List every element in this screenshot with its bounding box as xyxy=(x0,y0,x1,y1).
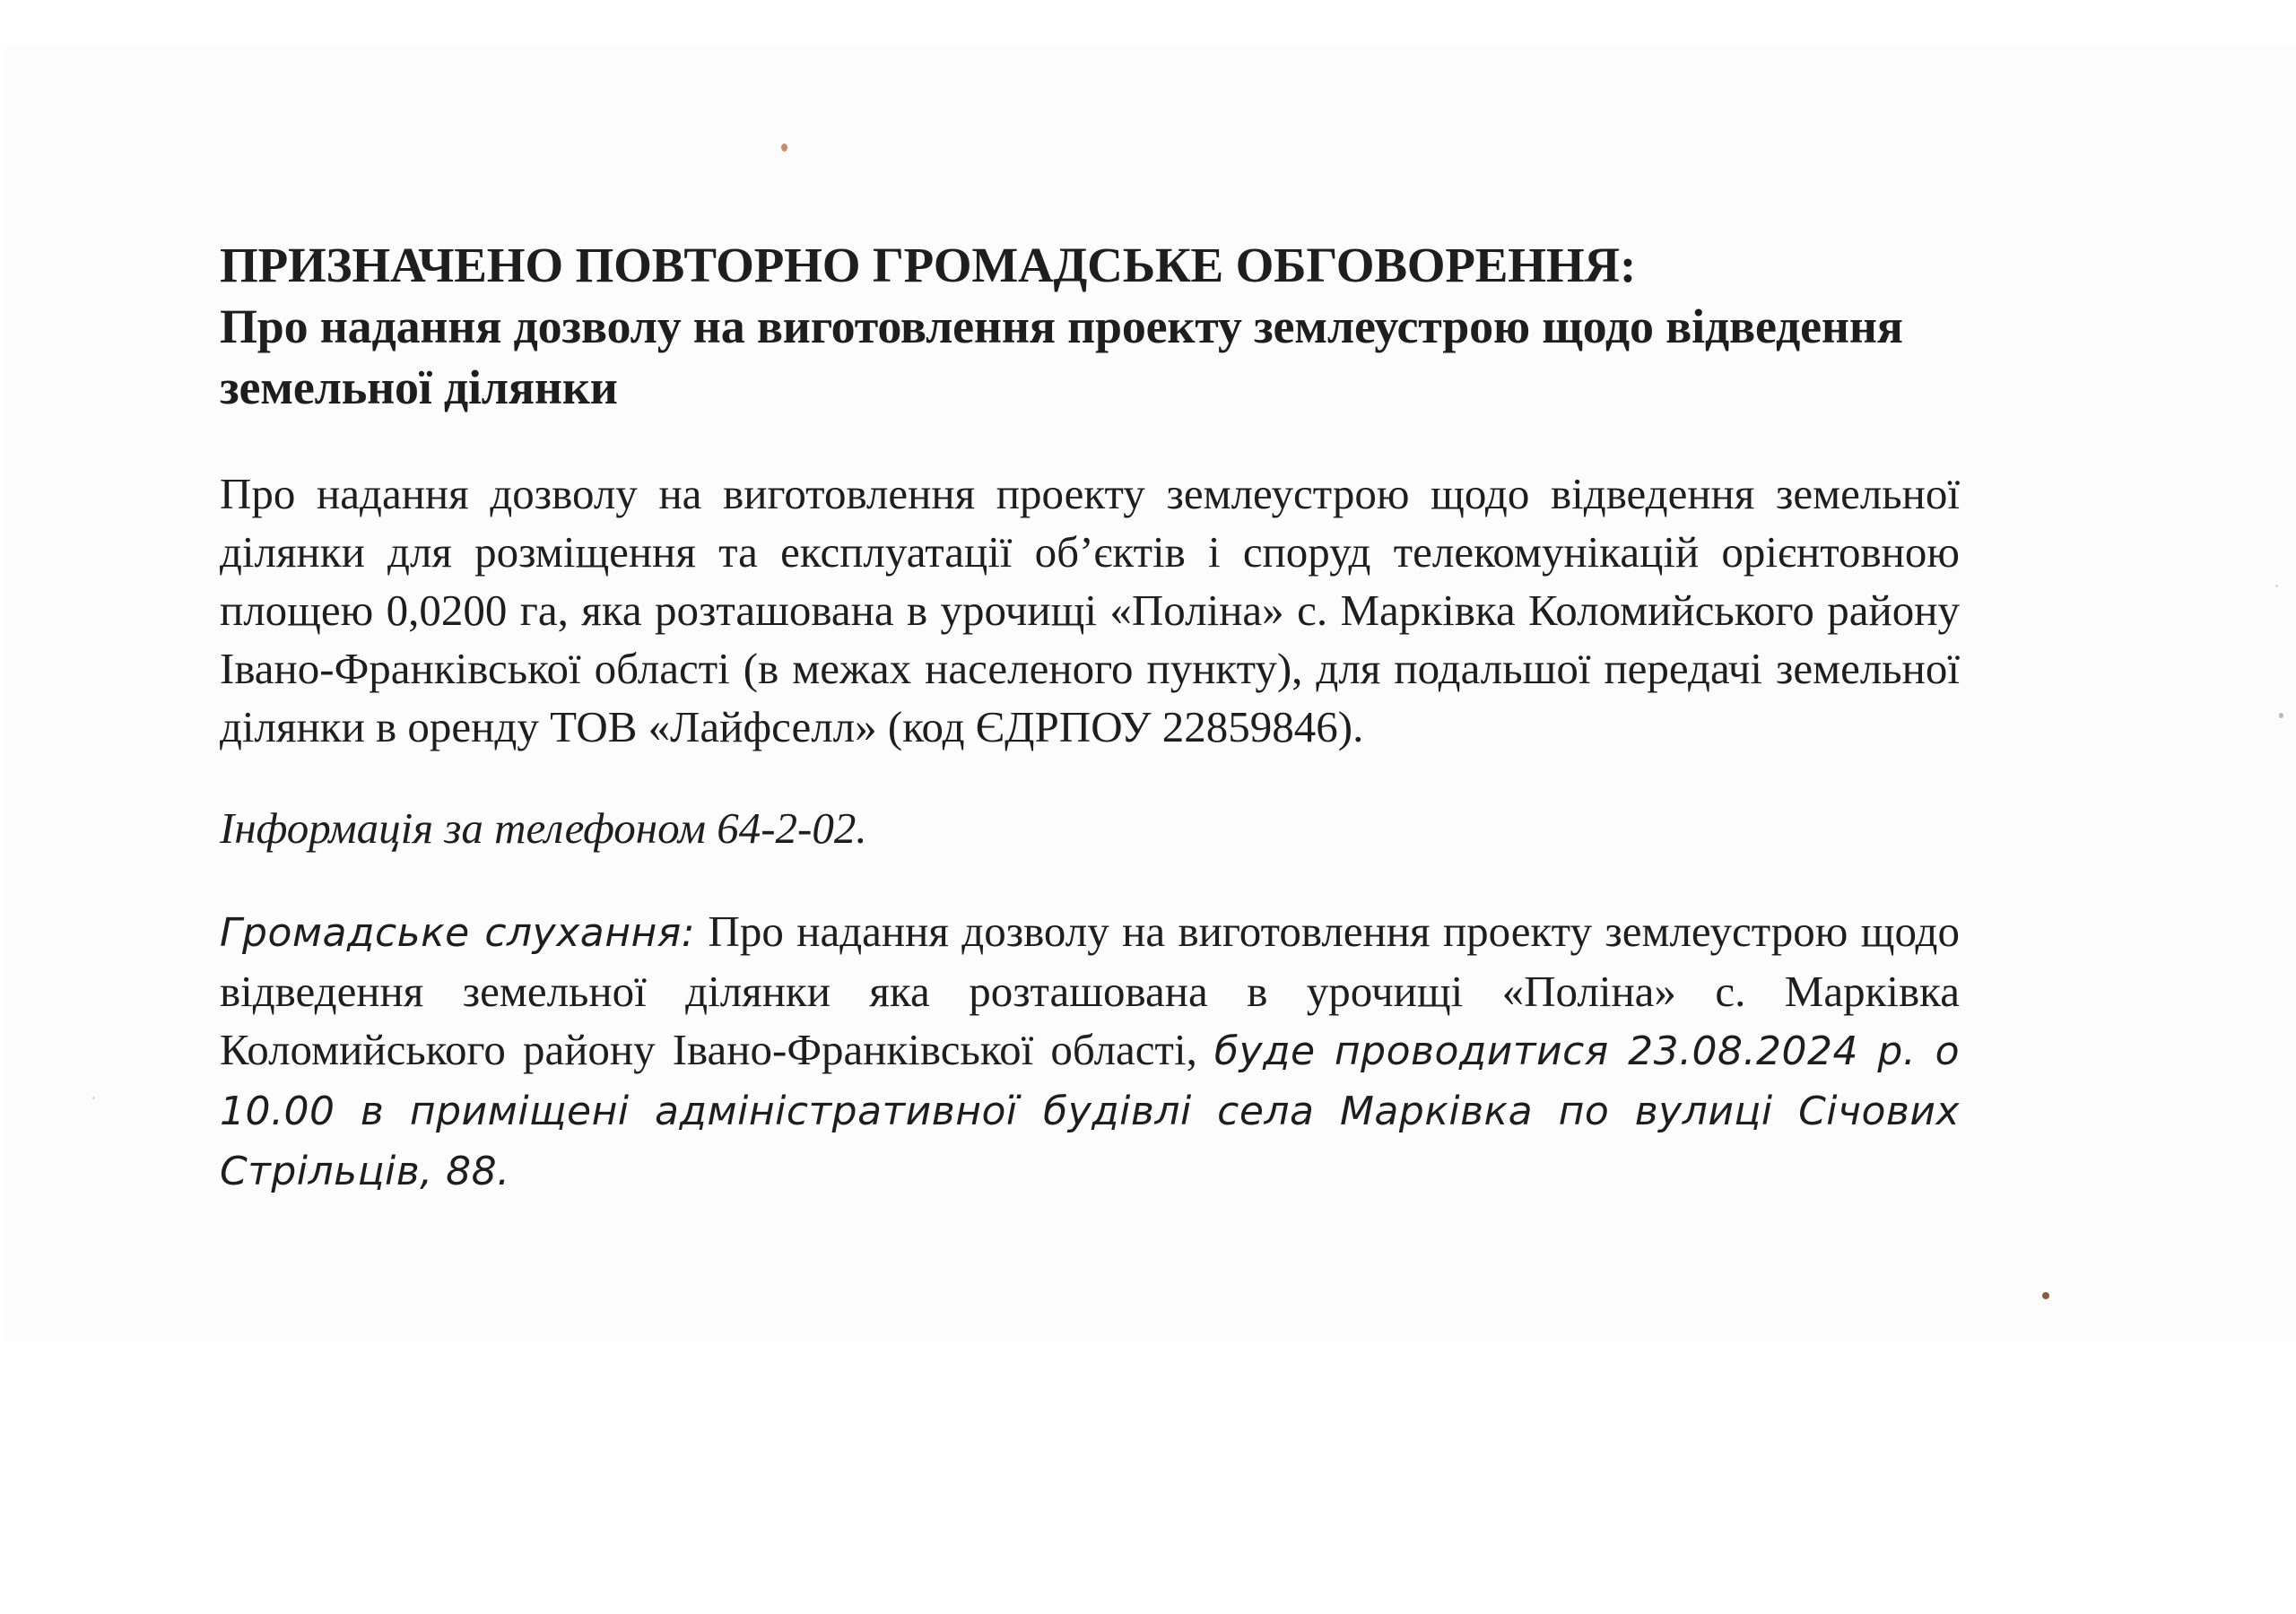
hearing-schedule: буде проводитися 23.08.2024 р. о 10.00 в приміщені адміністративної будівлі села Марківка по вулиці Січових Стрільців, 88. xyxy=(220,1028,1960,1194)
announcement-subtitle: Про надання дозволу на виготовлення проекту землеустрою щодо відведення земельної ділянки xyxy=(220,299,1903,414)
scan-speck xyxy=(781,143,787,152)
hearing-label: Громадське слухання: xyxy=(220,910,696,956)
announcement xyxy=(220,235,1960,1201)
scan-speck xyxy=(2279,713,2283,718)
info-phone-line: Інформація за телефоном 64-2-02. xyxy=(220,803,867,853)
scan-speck xyxy=(92,1097,95,1099)
scan-speck xyxy=(2042,1292,2049,1299)
hearing-text: Про надання дозволу на виготовлення проекту землеустрою щодо відведення земельної ділянки яка розташована в урочищі «Поліна» с. Марківка Коломийського району Івано-Франківської області, xyxy=(220,907,1960,1074)
body-paragraph: Про надання дозволу на виготовлення проекту землеустрою щодо відведення земельної ділянки для розміщення та експлуатації об’єктів і споруд телекомунікацій орієнтовною площею 0,0200 га, яка розташована в урочищі «Поліна» с. Марківка Коломийського району Івано-Франківської області (в межах населеного пункту), для подальшої передачі земельної ділянки в оренду ТОВ «Лайфселл» (код ЄДРПОУ 22859846). xyxy=(220,469,1960,751)
hearing-paragraph xyxy=(220,902,1960,1201)
scan-speck xyxy=(2275,585,2278,587)
announcement-title: ПРИЗНАЧЕНО ПОВТОРНО ГРОМАДСЬКЕ ОБГОВОРЕННЯ: xyxy=(220,238,1637,292)
